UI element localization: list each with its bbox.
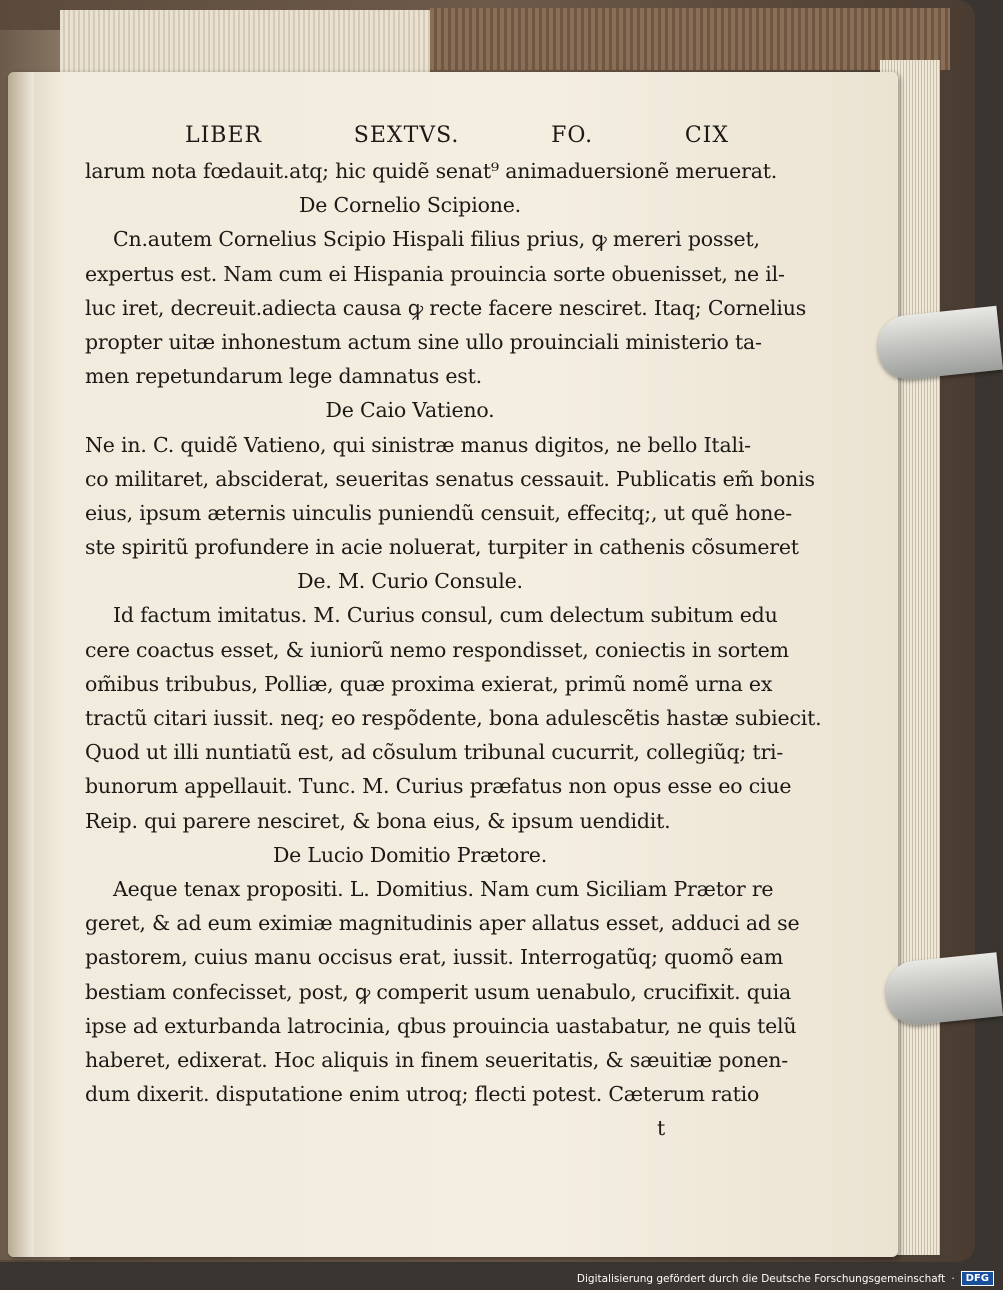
page-gutter — [8, 72, 34, 1257]
running-head-center: SEXTVS. — [353, 123, 460, 148]
top-page-edges — [60, 10, 430, 76]
text-line: co militaret, absciderat, seueritas senatus cessauit. Publicatis em̃ bonis — [85, 466, 815, 491]
section-heading: De. M. Curio Consule. — [297, 569, 523, 594]
text-line: Id factum imitatus. M. Curius consul, cum delectum subitum edu — [113, 603, 778, 628]
text-line: tractũ citari iussit. neq; eo respõdente, bona adulescẽtis hastæ subiecit. — [85, 706, 822, 730]
top-cover-edge — [430, 8, 950, 70]
signature-mark: t — [656, 1116, 665, 1141]
running-head — [85, 118, 735, 154]
text-line: larum nota fœdauit.atq; hic quidẽ senat⁹ animaduersionẽ meruerat. — [85, 159, 778, 183]
folio-number: CIX — [684, 123, 729, 148]
folio-label: FO. — [551, 123, 594, 148]
text-line: Aeque tenax propositi. L. Domitius. Nam cum Siciliam Prætor re — [113, 876, 774, 901]
footer-separator: · — [951, 1272, 955, 1285]
page-clip-top — [875, 306, 1003, 382]
text-line: om̃ibus tribubus, Polliæ, quæ proxima exierat, primũ nomẽ urna ex — [85, 671, 773, 696]
section-heading: De Caio Vatieno. — [325, 398, 495, 423]
text-line: ste spiritũ profundere in acie noluerat, turpiter in cathenis cõsumeret — [85, 535, 799, 560]
text-line: haberet, edixerat. Hoc aliquis in finem seueritatis, & sæuitiæ ponen- — [85, 1047, 789, 1072]
section-heading: De Cornelio Scipione. — [299, 193, 521, 218]
text-line: Ne in. C. quidẽ Vatieno, qui sinistræ manus digitos, ne bello Itali- — [85, 432, 751, 457]
text-line: cere coactus esset, & iuniorũ nemo respondisset, coniectis in sortem — [85, 637, 789, 662]
text-line: bestiam confecisset, post, ꝙ comperit usum uenabulo, crucifixit. quia — [85, 979, 792, 1004]
dfg-logo: DFG — [961, 1271, 994, 1286]
text-lines — [85, 154, 822, 1145]
digitization-footer — [577, 1271, 994, 1286]
text-line: pastorem, cuius manu occisus erat, iussit. Interrogatũq; quomõ eam — [85, 945, 784, 970]
text-line: dum dixerit. disputatione enim utroq; flecti potest. Cæterum ratio — [85, 1082, 760, 1107]
text-line: geret, & ad eum eximiæ magnitudinis aper allatus esset, adduci ad se — [85, 911, 800, 936]
text-line: Cn.autem Cornelius Scipio Hispali filius prius, ꝙ mereri posset, — [113, 227, 760, 252]
text-line: Reip. qui parere nesciret, & bona eius, & ipsum uendidit. — [85, 808, 671, 833]
text-line: ipse ad exturbanda latrocinia, qbus prouincia uastabatur, ne quis telũ — [85, 1013, 797, 1038]
text-line: propter uitæ inhonestum actum sine ullo prouinciali ministerio ta- — [85, 329, 762, 354]
text-line: expertus est. Nam cum ei Hispania prouincia sorte obuenisset, ne il- — [85, 261, 785, 286]
page-text — [85, 118, 822, 1145]
text-line: Quod ut illi nuntiatũ est, ad cõsulum tribunal cucurrit, collegiũq; tri- — [85, 740, 784, 765]
page-clip-bottom — [883, 952, 1003, 1028]
footer-credit: Digitalisierung gefördert durch die Deutsche Forschungsgemeinschaft — [576, 1272, 946, 1285]
text-line: bunorum appellauit. Tunc. M. Curius præfatus non opus esse eo ciue — [85, 774, 792, 799]
text-line: eius, ipsum æternis uinculis puniendũ censuit, effecitq;, ut quẽ hone- — [85, 500, 792, 525]
running-head-left: LIBER — [185, 123, 263, 148]
text-line: men repetundarum lege damnatus est. — [85, 364, 482, 389]
section-heading: De Lucio Domitio Prætore. — [272, 842, 548, 867]
text-line: luc iret, decreuit.adiecta causa ꝙ recte facere nesciret. Itaq; Cornelius — [85, 295, 807, 320]
